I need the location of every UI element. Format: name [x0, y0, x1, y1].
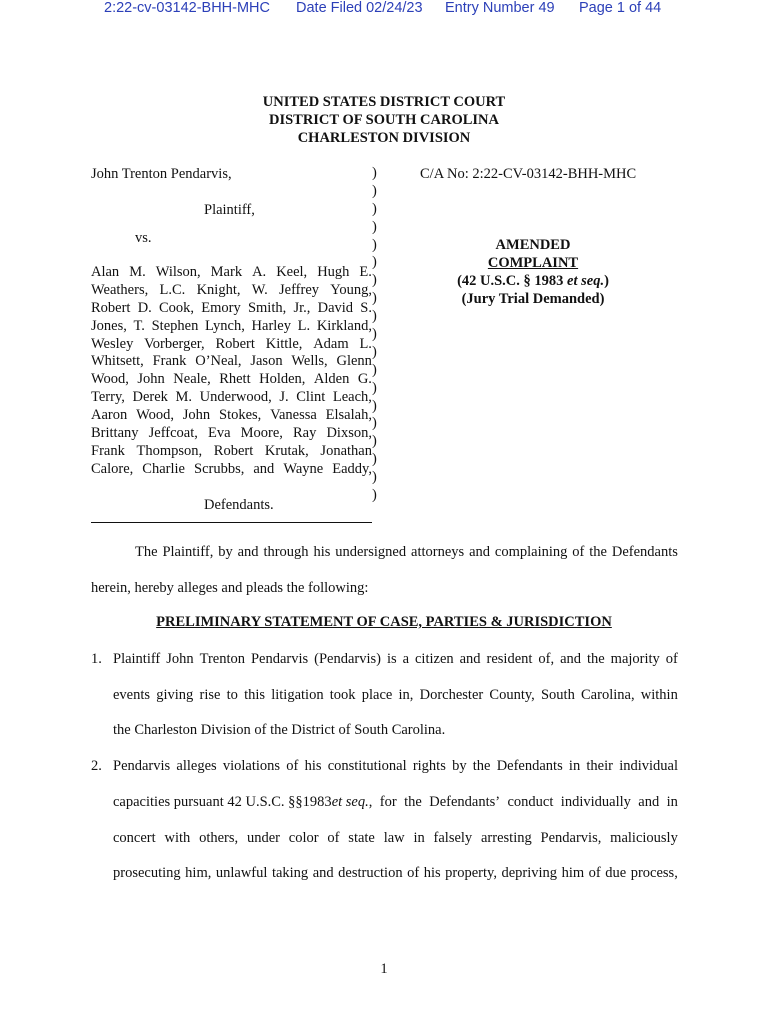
para-1-line-2-text [113, 687, 678, 704]
word: destruction [338, 865, 403, 881]
word: in, [398, 687, 414, 703]
court-heading [0, 93, 768, 147]
word: W. [251, 281, 268, 298]
caption-paren: ) [372, 343, 377, 360]
word: D. [137, 299, 152, 316]
word: E. [359, 264, 372, 280]
word: L.C. [159, 281, 186, 298]
word: Robert [213, 442, 254, 459]
word: Lynch, [205, 317, 245, 334]
word: through [263, 544, 309, 560]
word: Wood, [136, 407, 174, 424]
defendants-label: Defendants. [204, 497, 274, 513]
word: of [572, 544, 585, 560]
word: attorneys [411, 544, 465, 560]
caption-paren: ) [372, 236, 377, 253]
word: taking [271, 865, 309, 881]
word: Defendants [496, 758, 563, 774]
court-line-3: CHARLESTON DIVISION [297, 130, 471, 146]
word: him [561, 865, 585, 881]
word: O’Neal, [195, 353, 242, 370]
stamp-case-number: 2:22-cv-03142-BHH-MHC [104, 0, 270, 16]
word: Plaintiff, [162, 544, 214, 560]
word: Holden, [259, 371, 306, 388]
word: of, [538, 651, 555, 667]
word: Neale, [173, 371, 211, 388]
word: Jeffrey [279, 281, 320, 298]
word: Pendarvis [250, 651, 309, 667]
word: the [586, 651, 605, 667]
word: law [383, 830, 405, 846]
word: his [423, 865, 441, 881]
word: The [135, 544, 158, 560]
word: T. [133, 317, 145, 334]
word: individually [560, 794, 631, 810]
para-2-line-1-text [113, 758, 678, 775]
word: John [137, 371, 165, 388]
defendants-line [91, 371, 372, 389]
word: Wesley [91, 335, 134, 352]
para-2-line-3 [113, 830, 678, 847]
word: Frank [152, 353, 187, 370]
caption-paren: ) [372, 254, 377, 271]
plaintiff-label: Plaintiff, [204, 202, 255, 218]
title-statute [420, 272, 646, 290]
para-2-line-4-text [113, 865, 678, 882]
court-line-1: UNITED STATES DISTRICT COURT [262, 94, 506, 110]
defendants-line [91, 300, 372, 318]
word: events [113, 687, 151, 703]
para-1-line-1-text [113, 651, 678, 668]
word: Pendarvis [113, 758, 171, 774]
word: resident [486, 651, 533, 667]
word: L. [359, 335, 372, 352]
section-heading: PRELIMINARY STATEMENT OF CASE, PARTIES & JURISDICTION [156, 614, 612, 630]
caption-rule [91, 522, 372, 523]
word: John [166, 651, 194, 667]
versus-label: vs. [135, 230, 152, 246]
word: giving [156, 687, 194, 703]
defendants-line [91, 353, 372, 371]
caption-paren: ) [372, 379, 377, 396]
intro-line-1-text [135, 544, 678, 561]
para-2-line-2-text [113, 794, 678, 811]
caption-paren: ) [372, 290, 377, 307]
word: and [469, 544, 490, 560]
word: M. [175, 389, 193, 406]
intro-line-2: herein, hereby alleges and pleads the following: [91, 580, 369, 596]
word: citizen [414, 651, 454, 667]
word: Wayne [283, 460, 324, 477]
para-2-line-4 [113, 865, 678, 882]
word: with [164, 830, 191, 846]
word: his [304, 758, 322, 774]
word: Brittany [91, 425, 139, 442]
defendants-line [91, 389, 372, 407]
caption-paren: ) [372, 415, 377, 432]
caption-paren: ) [372, 165, 377, 181]
word: and [560, 651, 582, 667]
para-2-line-2-pre: capacities pursuant 42 U.S.C. §§1983 [113, 794, 332, 810]
word: in [568, 758, 581, 774]
word: and [459, 651, 481, 667]
word: Leach, [332, 389, 372, 406]
word: by [452, 758, 467, 774]
para-1-number: 1. [91, 651, 102, 667]
word: Hugh [317, 264, 350, 280]
word: depriving [501, 865, 558, 881]
title-amended: AMENDED [495, 237, 571, 253]
word: within [640, 687, 678, 703]
word: Trenton [199, 651, 245, 667]
word: in [666, 794, 678, 810]
word: Eva [207, 425, 231, 442]
word: John [182, 407, 211, 424]
caption-paren: ) [372, 451, 377, 468]
word: Mark [210, 264, 243, 280]
word: South [540, 687, 575, 703]
word: Wilson, [155, 264, 201, 280]
para-2-line-3-text [113, 830, 678, 847]
word: litigation [271, 687, 324, 703]
word: by [218, 544, 233, 560]
word: Krutak, [264, 442, 309, 459]
word: Plaintiff [113, 651, 161, 667]
word: Cook, [159, 299, 195, 316]
word: Whitsett, [91, 353, 144, 370]
word: Derek [132, 389, 168, 406]
word: his [313, 544, 331, 560]
word: Frank [91, 442, 125, 459]
word: Jason [250, 353, 283, 370]
word: Vanessa [270, 407, 317, 424]
defendants-line [91, 425, 372, 443]
word: a [402, 651, 410, 667]
word: and [312, 865, 334, 881]
word: Knight, [196, 281, 241, 298]
word: Weathers, [91, 281, 149, 298]
word: S. [360, 299, 372, 316]
word: G. [357, 371, 372, 388]
statute-text: (42 U.S.C. § 1983 [457, 273, 568, 289]
ecf-header-stamp [0, 0, 768, 18]
word: Robert [215, 335, 255, 352]
word: arresting [481, 830, 532, 846]
word: Jonathan [320, 442, 372, 459]
caption-paren: ) [372, 182, 377, 199]
word: others, [199, 830, 239, 846]
word: for [379, 794, 397, 810]
word: L. [297, 317, 311, 334]
word: Charlie [142, 460, 185, 477]
caption-paren: ) [372, 272, 377, 289]
para-2-line-2-post [369, 794, 678, 811]
word: J. [279, 389, 289, 406]
para-2-line-2 [113, 794, 678, 811]
stamp-date-filed: Date Filed 02/24/23 [296, 0, 423, 16]
word: Alan [91, 264, 120, 280]
para-2-line-2-italic: et seq. [331, 794, 369, 810]
word: conduct [507, 794, 554, 810]
word: undersigned [335, 544, 407, 560]
word: Adam [313, 335, 349, 352]
word: of [407, 865, 420, 881]
word: constitutional [327, 758, 407, 774]
word: the [404, 794, 422, 810]
word: due [605, 865, 627, 881]
word: Vorberger, [144, 335, 205, 352]
word: (Pendarvis) [314, 651, 381, 667]
caption-paren: ) [372, 487, 377, 504]
word: place [361, 687, 393, 703]
para-2-number: 2. [91, 758, 102, 774]
word: rise [199, 687, 221, 703]
word: Jeffcoat, [148, 425, 198, 442]
word: Defendants [611, 544, 678, 560]
word: Carolina, [581, 687, 635, 703]
word: unlawful [215, 865, 268, 881]
word: M. [129, 264, 146, 280]
title-complaint: COMPLAINT [487, 255, 579, 271]
word: Ray [293, 425, 317, 442]
word: County, [489, 687, 535, 703]
caption-paren: ) [372, 326, 377, 343]
word: violations [222, 758, 281, 774]
caption-paren: ) [372, 218, 377, 235]
word: the [589, 544, 607, 560]
word: process, [630, 865, 678, 881]
word: Jr., [293, 299, 311, 316]
word: him, [185, 865, 212, 881]
word: Pendarvis, [540, 830, 602, 846]
word: this [244, 687, 266, 703]
word: under [246, 830, 280, 846]
statute-italic: et seq. [567, 273, 605, 289]
defendants-line [91, 407, 372, 425]
word: Kirkland, [316, 317, 372, 334]
word: concert [113, 830, 156, 846]
word: of [286, 758, 299, 774]
word: Harley [251, 317, 291, 334]
word: Eaddy, [332, 460, 372, 477]
word: took [329, 687, 356, 703]
caption-paren: ) [372, 308, 377, 325]
word: Aaron [91, 407, 128, 424]
court-line-2: DISTRICT OF SOUTH CAROLINA [268, 112, 500, 128]
word: of [327, 830, 340, 846]
para-1-line-2 [113, 687, 678, 704]
word: prosecuting [113, 865, 181, 881]
word: complaining [494, 544, 568, 560]
word: state [348, 830, 375, 846]
word: to [226, 687, 238, 703]
word: Glenn [336, 353, 372, 370]
word: the [472, 758, 491, 774]
word: Kittle, [265, 335, 303, 352]
defendants-line [91, 264, 372, 282]
word: is [386, 651, 397, 667]
word: in [413, 830, 425, 846]
word: Terry, [91, 389, 125, 406]
word: color [288, 830, 319, 846]
word: A. [252, 264, 267, 280]
word: Alden [313, 371, 350, 388]
word: Thompson, [136, 442, 203, 459]
para-1-line-3: the Charleston Division of the District of South Carolina. [113, 722, 446, 738]
word: David [317, 299, 354, 316]
complaint-title [420, 236, 646, 308]
word: , [368, 794, 373, 810]
defendants-line [91, 461, 372, 479]
word: Jones, [91, 317, 127, 334]
word: Calore, [91, 460, 134, 477]
caption-paren: ) [372, 469, 377, 486]
word: their [586, 758, 613, 774]
word: rights [412, 758, 446, 774]
ca-number: C/A No: 2:22-CV-03142-BHH-MHC [420, 166, 637, 182]
caption-paren: ) [372, 200, 377, 217]
intro-line-1 [135, 544, 678, 561]
statute-close: ) [604, 273, 609, 289]
word: and [253, 460, 275, 477]
word: property, [445, 865, 497, 881]
word: Wells, [291, 353, 328, 370]
word: Stephen [151, 317, 199, 334]
word: of [588, 865, 601, 881]
word: Wood, [91, 371, 129, 388]
defendants-line [91, 318, 372, 336]
title-jury: (Jury Trial Demanded) [461, 291, 605, 307]
word: Stokes, [219, 407, 262, 424]
word: Dixson, [326, 425, 372, 442]
defendants-line [91, 443, 372, 461]
defendants-line [91, 336, 372, 354]
word: Smith, [247, 299, 287, 316]
plaintiff-name: John Trenton Pendarvis, [91, 166, 232, 182]
stamp-entry-number: Entry Number 49 [445, 0, 555, 16]
word: Defendants’ [429, 794, 501, 810]
word: Clint [296, 389, 326, 406]
word: maliciously [610, 830, 678, 846]
word: majority [610, 651, 660, 667]
word: Moore, [240, 425, 283, 442]
defendants-line [91, 282, 372, 300]
word: and [638, 794, 660, 810]
word: of [665, 651, 678, 667]
stamp-page: Page 1 of 44 [579, 0, 662, 16]
word: Scrubbs, [194, 460, 245, 477]
para-2-line-1 [113, 758, 678, 775]
caption-paren: ) [372, 433, 377, 450]
word: Underwood, [199, 389, 272, 406]
para-1-line-1 [113, 651, 678, 668]
page-number: 1 [380, 961, 388, 977]
word: Young, [330, 281, 372, 298]
word: individual [619, 758, 678, 774]
caption-paren: ) [372, 361, 377, 378]
word: Keel, [276, 264, 308, 280]
word: Robert [91, 299, 131, 316]
word: and [237, 544, 259, 560]
word: Elsalah, [325, 407, 372, 424]
caption-paren: ) [372, 397, 377, 414]
caption-parens [372, 165, 382, 505]
word: Rhett [219, 371, 251, 388]
word: falsely [433, 830, 473, 846]
defendants-list [91, 264, 372, 479]
word: alleges [176, 758, 217, 774]
word: Dorchester [419, 687, 484, 703]
word: Emory [201, 299, 241, 316]
